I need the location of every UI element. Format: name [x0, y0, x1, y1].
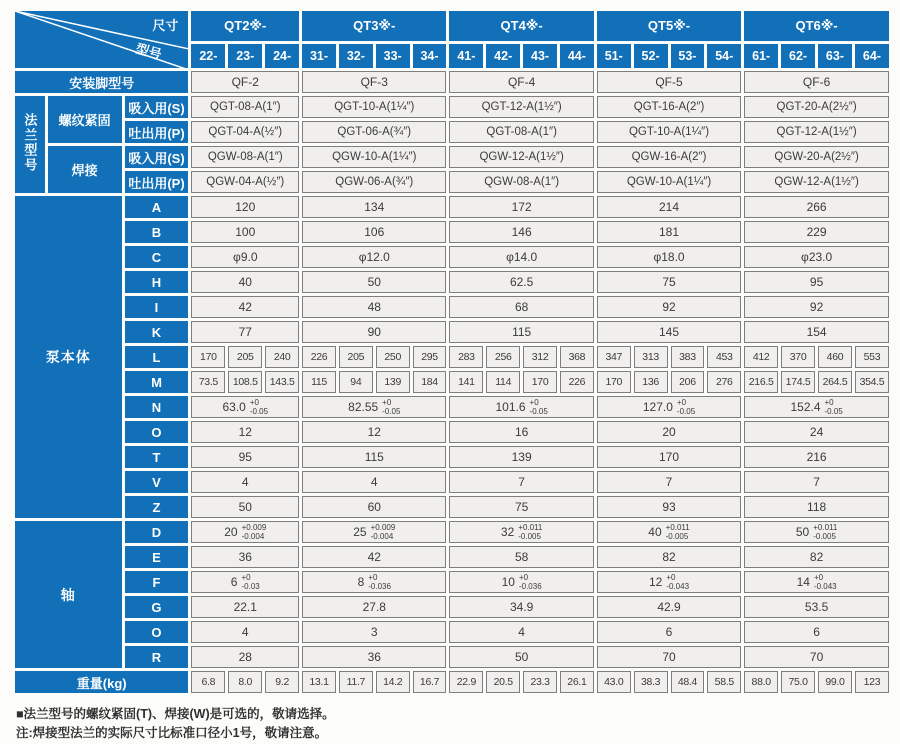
dimension-key: N [125, 396, 189, 418]
dimension-key: T [125, 446, 189, 468]
tolerance-plus: +0 [241, 572, 251, 582]
flange-model-value: QGW-20-A(2½″) [744, 146, 889, 168]
data-cell: 92 [597, 296, 741, 318]
data-cell-tolerance [449, 396, 593, 418]
data-cell: 118 [744, 496, 889, 518]
weight-value: 43.0 [597, 671, 631, 693]
dimension-key: I [125, 296, 189, 318]
data-cell: 108.5 [228, 371, 262, 393]
data-cell: 100 [191, 221, 299, 243]
qt-series-header: QT5※- [597, 11, 741, 41]
dimension-key: V [125, 471, 189, 493]
data-cell: 115 [302, 446, 446, 468]
tolerance-value: 14 [796, 575, 810, 589]
tolerance-plus: +0 [382, 397, 392, 407]
data-cell: 170 [523, 371, 557, 393]
data-cell: 12 [191, 421, 299, 443]
data-cell-tolerance [449, 571, 593, 593]
flange-model-value: QGW-10-A(1¼″) [302, 146, 446, 168]
data-cell: 53.5 [744, 596, 889, 618]
data-cell: 172 [449, 196, 593, 218]
data-cell: 75 [449, 496, 593, 518]
data-cell: 553 [855, 346, 889, 368]
tolerance-value: 152.4 [790, 400, 821, 414]
tolerance-value: 20 [224, 525, 238, 539]
shaft-section-label: 轴 [15, 521, 122, 668]
tolerance-value: 82.55 [348, 400, 379, 414]
data-cell: 82 [597, 546, 741, 568]
data-cell: 115 [302, 371, 336, 393]
tolerance-minus: -0.043 [813, 582, 837, 591]
dimension-key: L [125, 346, 189, 368]
data-cell: 154 [744, 321, 889, 343]
data-cell: 174.5 [781, 371, 815, 393]
weight-value: 75.0 [781, 671, 815, 693]
model-column-header: 24- [265, 44, 299, 68]
data-cell: 214 [597, 196, 741, 218]
spec-table-body [15, 11, 889, 693]
data-cell: 82 [744, 546, 889, 568]
data-cell: 50 [191, 496, 299, 518]
flange-model-value: QGT-10-A(1¼″) [597, 121, 741, 143]
model-column-header: 53- [671, 44, 705, 68]
data-cell: 453 [707, 346, 741, 368]
weight-value: 14.2 [376, 671, 410, 693]
flange-model-value: QGT-04-A(½″) [191, 121, 299, 143]
data-cell-tolerance [597, 396, 741, 418]
tolerance-plus: +0.009 [370, 522, 396, 532]
data-cell: 7 [597, 471, 741, 493]
data-cell: 70 [744, 646, 889, 668]
flange-model-value: QGT-08-A(1″) [449, 121, 593, 143]
tolerance-plus: +0 [676, 397, 687, 407]
data-cell: 73.5 [191, 371, 225, 393]
data-cell: 146 [449, 221, 593, 243]
data-cell: 313 [634, 346, 668, 368]
tolerance-stack [677, 398, 695, 416]
dimension-key: G [125, 596, 189, 618]
data-cell: 6 [744, 621, 889, 643]
data-cell: 229 [744, 221, 889, 243]
data-cell: 4 [191, 621, 299, 643]
dimension-key: H [125, 271, 189, 293]
data-cell: 226 [560, 371, 594, 393]
data-cell: 6 [597, 621, 741, 643]
pump-body-section-label: 泵本体 [15, 196, 122, 518]
footnote-flange-option: ■法兰型号的螺纹紧固(T)、焊接(W)是可选的，敬请选择。 [16, 707, 335, 721]
model-column-header: 44- [560, 44, 594, 68]
tolerance-minus: -0.05 [824, 407, 843, 416]
tolerance-value: 40 [648, 525, 662, 539]
data-cell: 50 [449, 646, 593, 668]
tolerance-stack [242, 523, 267, 541]
tolerance-value: 6 [230, 575, 238, 589]
data-cell-tolerance [302, 521, 446, 543]
tolerance-minus: -0.036 [518, 582, 542, 591]
data-cell: 347 [597, 346, 631, 368]
data-cell: 12 [302, 421, 446, 443]
dimension-key: O [125, 421, 189, 443]
flange-model-value: QGT-10-A(1¼″) [302, 96, 446, 118]
data-cell-tolerance [744, 571, 889, 593]
footnotes [16, 705, 892, 744]
data-cell: 94 [339, 371, 373, 393]
tolerance-minus: -0.05 [676, 407, 696, 416]
tolerance-minus: -0.05 [529, 407, 548, 416]
dimension-key: Z [125, 496, 189, 518]
data-cell: 34.9 [449, 596, 593, 618]
weight-value: 8.0 [228, 671, 262, 693]
model-column-header: 43- [523, 44, 557, 68]
data-cell: 60 [302, 496, 446, 518]
tolerance-plus: +0 [529, 397, 539, 407]
data-cell: 170 [191, 346, 225, 368]
data-cell-tolerance [744, 521, 889, 543]
flange-port-label: 吐出用(P) [125, 121, 189, 143]
tolerance-value: 10 [501, 575, 515, 589]
data-cell: 75 [597, 271, 741, 293]
data-cell: 312 [523, 346, 557, 368]
tolerance-plus: +0 [249, 397, 259, 407]
corner-label-size: 尺寸 [152, 18, 179, 33]
model-column-header: 62- [781, 44, 815, 68]
tolerance-stack [666, 523, 690, 541]
model-column-header: 41- [449, 44, 483, 68]
data-cell: 141 [449, 371, 483, 393]
mount-foot-value: QF-5 [597, 71, 741, 93]
tolerance-minus: -0.005 [813, 532, 836, 541]
data-cell: 4 [191, 471, 299, 493]
tolerance-value: 12 [648, 575, 663, 589]
tolerance-value: 25 [353, 525, 367, 539]
data-cell-tolerance [191, 396, 299, 418]
qt-series-header: QT3※- [302, 11, 446, 41]
flange-model-value: QGW-08-A(1″) [191, 146, 299, 168]
flange-model-value: QGW-04-A(½″) [191, 171, 299, 193]
data-cell: 139 [449, 446, 593, 468]
qt-series-header: QT6※- [744, 11, 889, 41]
data-cell: 58 [449, 546, 593, 568]
weight-value: 13.1 [302, 671, 336, 693]
tolerance-minus: -0.05 [382, 407, 401, 416]
mount-foot-value: QF-4 [449, 71, 593, 93]
model-column-header: 23- [228, 44, 262, 68]
data-cell: 24 [744, 421, 889, 443]
tolerance-stack [666, 573, 689, 591]
tolerance-plus: +0.011 [518, 522, 543, 532]
model-column-header: 52- [634, 44, 668, 68]
data-cell: 50 [302, 271, 446, 293]
data-cell-tolerance [302, 396, 446, 418]
weight-value: 26.1 [560, 671, 594, 693]
tolerance-plus: +0.009 [241, 522, 267, 532]
weight-value: 23.3 [523, 671, 557, 693]
data-cell: 42 [302, 546, 446, 568]
tolerance-minus: -0.043 [666, 582, 690, 591]
weight-value: 11.7 [339, 671, 373, 693]
tolerance-stack [241, 573, 259, 591]
data-cell: 216 [744, 446, 889, 468]
tolerance-minus: -0.004 [241, 532, 265, 541]
data-cell: 70 [597, 646, 741, 668]
data-cell: 136 [634, 371, 668, 393]
flange-model-value: QGT-20-A(2½″) [744, 96, 889, 118]
weight-value: 38.3 [634, 671, 668, 693]
tolerance-value: 127.0 [642, 400, 673, 414]
data-cell: 20 [597, 421, 741, 443]
tolerance-value: 8 [357, 575, 365, 589]
data-cell: 368 [560, 346, 594, 368]
weight-value: 99.0 [818, 671, 852, 693]
pump-spec-table [12, 8, 892, 696]
model-column-header: 54- [707, 44, 741, 68]
data-cell: 206 [671, 371, 705, 393]
data-cell: φ14.0 [449, 246, 593, 268]
flange-type-label: 焊接 [48, 146, 122, 193]
weight-value: 58.5 [707, 671, 741, 693]
data-cell: 412 [744, 346, 778, 368]
mount-foot-label: 安装脚型号 [15, 71, 188, 93]
flange-port-label: 吸入用(S) [125, 146, 189, 168]
data-cell-tolerance [597, 521, 741, 543]
weight-value: 48.4 [671, 671, 705, 693]
flange-model-value: QGW-08-A(1″) [449, 171, 593, 193]
model-column-header: 22- [191, 44, 225, 68]
data-cell: 216.5 [744, 371, 778, 393]
data-cell: 106 [302, 221, 446, 243]
tolerance-minus: -0.036 [368, 582, 391, 591]
qt-series-header: QT2※- [191, 11, 299, 41]
data-cell: 3 [302, 621, 446, 643]
tolerance-value: 50 [795, 525, 810, 539]
tolerance-value: 32 [500, 525, 515, 539]
data-cell: 256 [486, 346, 520, 368]
tolerance-stack [813, 523, 837, 541]
tolerance-minus: -0.004 [370, 532, 394, 541]
weight-value: 22.9 [449, 671, 483, 693]
dimension-key: M [125, 371, 189, 393]
data-cell: 264.5 [818, 371, 852, 393]
data-cell: 77 [191, 321, 299, 343]
tolerance-minus: -0.005 [518, 532, 541, 541]
mount-foot-value: QF-3 [302, 71, 446, 93]
data-cell: 90 [302, 321, 446, 343]
flange-port-label: 吸入用(S) [125, 96, 189, 118]
data-cell: 92 [744, 296, 889, 318]
flange-model-value: QGT-06-A(¾″) [302, 121, 446, 143]
data-cell-tolerance [191, 571, 299, 593]
flange-model-value: QGW-12-A(1½″) [744, 171, 889, 193]
data-cell: 22.1 [191, 596, 299, 618]
data-cell: 120 [191, 196, 299, 218]
tolerance-value: 101.6 [495, 400, 526, 414]
dimension-key: K [125, 321, 189, 343]
data-cell: 383 [671, 346, 705, 368]
flange-section-label [15, 96, 45, 193]
flange-model-value: QGW-10-A(1¼″) [597, 171, 741, 193]
data-cell: 460 [818, 346, 852, 368]
model-column-header: 34- [413, 44, 447, 68]
mount-foot-value: QF-2 [191, 71, 299, 93]
data-cell: 170 [597, 371, 631, 393]
tolerance-plus: +0 [824, 397, 834, 407]
data-cell: φ18.0 [597, 246, 741, 268]
model-column-header: 64- [855, 44, 889, 68]
data-cell: 4 [449, 621, 593, 643]
data-cell: 205 [339, 346, 373, 368]
dimension-key: E [125, 546, 189, 568]
data-cell: 143.5 [265, 371, 299, 393]
data-cell: 4 [302, 471, 446, 493]
data-cell-tolerance [744, 396, 889, 418]
data-cell: 36 [191, 546, 299, 568]
weight-value: 6.8 [191, 671, 225, 693]
data-cell: 62.5 [449, 271, 593, 293]
dimension-key: F [125, 571, 189, 593]
corner-header-cell [15, 11, 188, 68]
data-cell: 354.5 [855, 371, 889, 393]
tolerance-stack [371, 523, 396, 541]
data-cell: 27.8 [302, 596, 446, 618]
model-column-header: 31- [302, 44, 336, 68]
model-column-header: 42- [486, 44, 520, 68]
tolerance-stack [382, 398, 400, 416]
weight-value: 88.0 [744, 671, 778, 693]
model-column-header: 61- [744, 44, 778, 68]
data-cell: 7 [449, 471, 593, 493]
dimension-key: R [125, 646, 189, 668]
data-cell: 48 [302, 296, 446, 318]
tolerance-plus: +0 [813, 572, 824, 582]
data-cell: 250 [376, 346, 410, 368]
tolerance-stack [518, 523, 542, 541]
flange-port-label: 吐出用(P) [125, 171, 189, 193]
model-column-header: 32- [339, 44, 373, 68]
data-cell: 42 [191, 296, 299, 318]
data-cell: 36 [302, 646, 446, 668]
model-column-header: 51- [597, 44, 631, 68]
data-cell: 184 [413, 371, 447, 393]
data-cell: 95 [744, 271, 889, 293]
data-cell: 16 [449, 421, 593, 443]
data-cell: 370 [781, 346, 815, 368]
data-cell: 181 [597, 221, 741, 243]
weight-label: 重量(kg) [15, 671, 188, 693]
data-cell: 115 [449, 321, 593, 343]
data-cell: 28 [191, 646, 299, 668]
tolerance-minus: -0.03 [241, 582, 260, 591]
model-column-header: 33- [376, 44, 410, 68]
data-cell: 114 [486, 371, 520, 393]
data-cell: 295 [413, 346, 447, 368]
data-cell: 95 [191, 446, 299, 468]
dimension-key: B [125, 221, 189, 243]
tolerance-plus: +0 [368, 572, 378, 582]
data-cell: 276 [707, 371, 741, 393]
mount-foot-value: QF-6 [744, 71, 889, 93]
weight-value: 20.5 [486, 671, 520, 693]
dimension-key: C [125, 246, 189, 268]
data-cell: 240 [265, 346, 299, 368]
data-cell: φ9.0 [191, 246, 299, 268]
tolerance-stack [368, 573, 391, 591]
tolerance-stack [530, 398, 548, 416]
data-cell: 139 [376, 371, 410, 393]
data-cell: 68 [449, 296, 593, 318]
data-cell-tolerance [449, 521, 593, 543]
tolerance-stack [519, 573, 542, 591]
tolerance-minus: -0.005 [665, 532, 689, 541]
tolerance-plus: +0 [518, 572, 529, 582]
tolerance-plus: +0.011 [665, 522, 690, 532]
data-cell: φ23.0 [744, 246, 889, 268]
tolerance-stack [814, 573, 837, 591]
weight-value: 16.7 [413, 671, 447, 693]
qt-series-header: QT4※- [449, 11, 593, 41]
model-column-header: 63- [818, 44, 852, 68]
data-cell: 266 [744, 196, 889, 218]
tolerance-plus: +0 [666, 572, 676, 582]
tolerance-minus: -0.05 [249, 407, 269, 416]
data-cell-tolerance [597, 571, 741, 593]
weight-value: 9.2 [265, 671, 299, 693]
flange-model-value: QGT-12-A(1½″) [744, 121, 889, 143]
data-cell: 170 [597, 446, 741, 468]
data-cell: 7 [744, 471, 889, 493]
weight-value: 123 [855, 671, 889, 693]
dimension-key: D [125, 521, 189, 543]
flange-model-value: QGT-16-A(2″) [597, 96, 741, 118]
tolerance-stack [250, 398, 268, 416]
footnote-weld-size: 注:焊接型法兰的实际尺寸比标准口径小1号，敬请注意。 [16, 726, 328, 741]
data-cell: 205 [228, 346, 262, 368]
data-cell: 226 [302, 346, 336, 368]
data-cell: 93 [597, 496, 741, 518]
flange-model-value: QGW-12-A(1½″) [449, 146, 593, 168]
flange-model-value: QGT-08-A(1″) [191, 96, 299, 118]
flange-section-label-text: 法兰型号 [22, 113, 38, 173]
data-cell: 283 [449, 346, 483, 368]
data-cell: φ12.0 [302, 246, 446, 268]
flange-type-label: 螺纹紧固 [48, 96, 122, 143]
tolerance-stack [825, 398, 843, 416]
flange-model-value: QGW-06-A(¾″) [302, 171, 446, 193]
tolerance-plus: +0.011 [813, 522, 838, 532]
data-cell: 145 [597, 321, 741, 343]
data-cell: 40 [191, 271, 299, 293]
flange-model-value: QGT-12-A(1½″) [449, 96, 593, 118]
dimension-key: O [125, 621, 189, 643]
data-cell-tolerance [302, 571, 446, 593]
data-cell-tolerance [191, 521, 299, 543]
corner-label-model: 型号 [134, 40, 164, 63]
tolerance-value: 63.0 [222, 400, 246, 414]
flange-model-value: QGW-16-A(2″) [597, 146, 741, 168]
dimension-key: A [125, 196, 189, 218]
data-cell: 134 [302, 196, 446, 218]
data-cell: 42.9 [597, 596, 741, 618]
